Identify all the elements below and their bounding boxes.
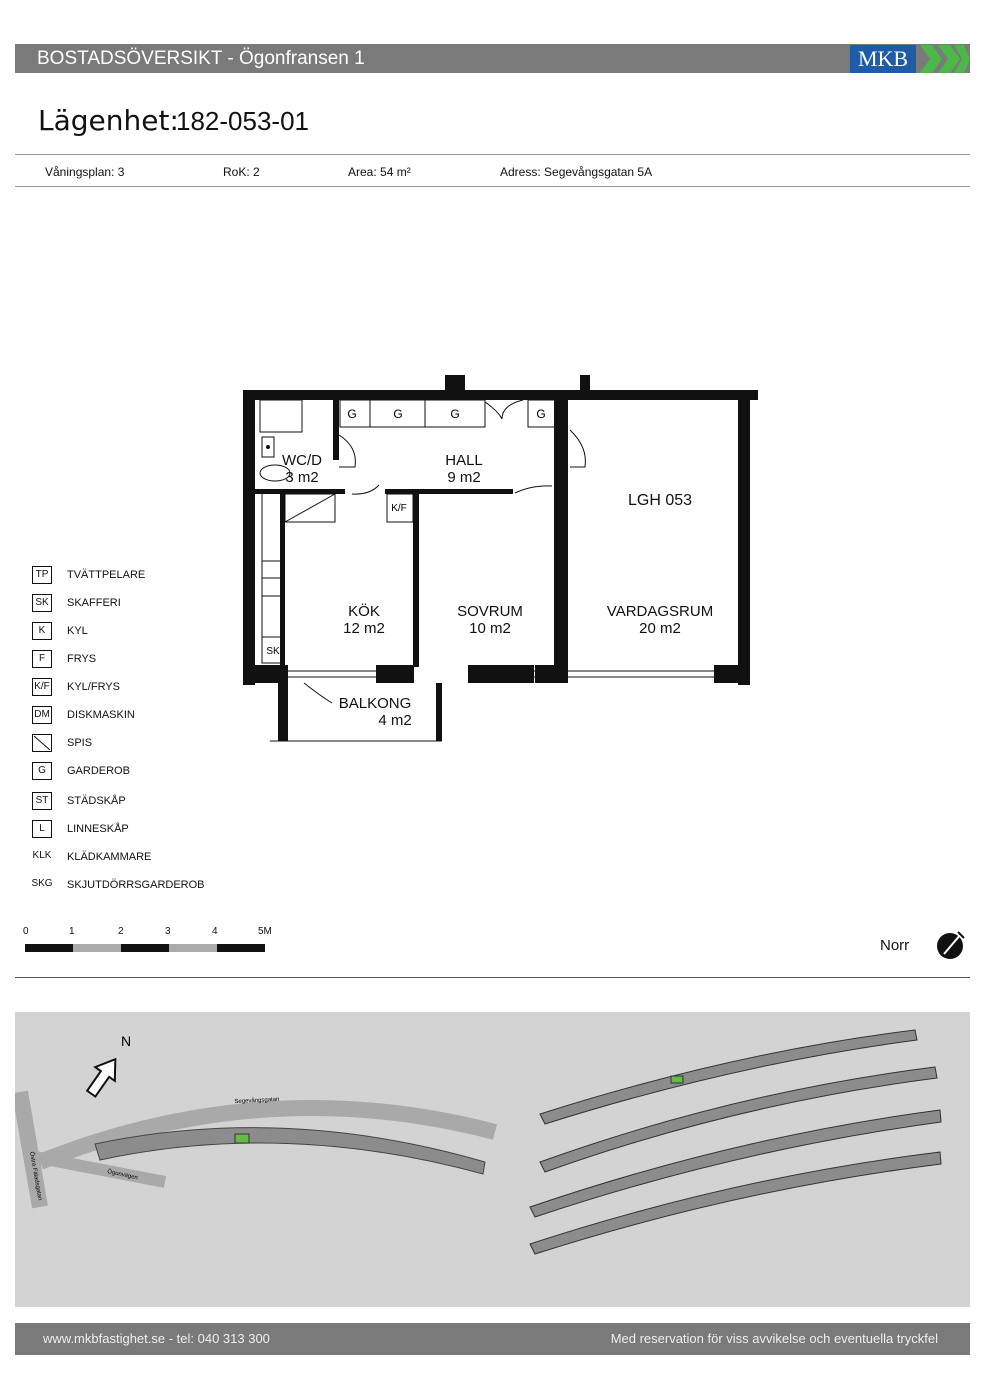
room-area: 20 m2: [639, 620, 681, 637]
scale-tick: 0: [23, 926, 29, 937]
legend-label: DISKMASKIN: [67, 709, 135, 721]
scale-tick: 2: [118, 926, 124, 937]
room-name: SOVRUM: [457, 603, 523, 620]
street-label: Ögonvägen: [106, 1169, 139, 1182]
legend-code: K: [32, 622, 52, 640]
apartment-label: Lägenhet:: [38, 104, 179, 137]
header-bar: [15, 44, 970, 73]
room-name: BALKONG: [338, 695, 412, 712]
legend-code: K/F: [32, 678, 52, 696]
scale-bar-graphic: [25, 942, 267, 954]
highlight-building: [235, 1134, 249, 1143]
room-name: HALL: [445, 452, 483, 469]
footer-contact: www.mkbfastighet.se - tel: 040 313 300: [43, 1331, 270, 1346]
legend-label: SKAFFERI: [67, 597, 121, 609]
legend-label: STÄDSKÅP: [67, 795, 126, 807]
compass-icon: [934, 930, 966, 962]
legend-label: KYL: [67, 625, 88, 637]
stove-icon: [32, 734, 52, 752]
room-kitchen: [320, 603, 408, 637]
legend-code: SKG: [31, 878, 53, 889]
site-map: [15, 1012, 970, 1307]
area-info: Area: 54 m²: [348, 165, 411, 179]
wardrobe-symbol: G: [393, 407, 403, 421]
room-area: 10 m2: [469, 620, 511, 637]
divider: [15, 154, 970, 155]
divider: [15, 186, 970, 187]
legend-code: G: [32, 762, 52, 780]
legend-code: F: [32, 650, 52, 668]
legend-label: FRYS: [67, 653, 97, 665]
page-title: BOSTADSÖVERSIKT - Ögonfransen 1: [37, 48, 365, 69]
street-label: Östra Fäladsgatan: [28, 1151, 43, 1201]
legend-label: GARDEROB: [67, 765, 130, 777]
legend-code: ST: [32, 792, 52, 810]
wardrobe-symbol: G: [536, 407, 546, 421]
scale-tick: 4: [212, 926, 218, 937]
room-area: 9 m2: [447, 469, 481, 486]
legend-code: KLK: [32, 850, 52, 861]
scale-tick: 5M: [258, 926, 272, 937]
footer-disclaimer: Med reservation för viss avvikelse och eventuella tryckfel: [610, 1331, 938, 1346]
rooms-info: RoK: 2: [223, 165, 260, 179]
footer-bar: [15, 1323, 970, 1355]
north-label: Norr: [880, 937, 910, 954]
pantry-symbol: SK: [266, 646, 280, 657]
street-label: Segevångsgatan: [234, 1096, 280, 1106]
legend-label: KLÄDKAMMARE: [67, 851, 152, 863]
wardrobe-symbol: G: [450, 407, 460, 421]
scale-tick: 3: [165, 926, 171, 937]
floor-plan: [240, 375, 760, 745]
site-map-drawing: [15, 1012, 970, 1307]
room-area: 12 m2: [343, 620, 385, 637]
room-balcony: [320, 695, 430, 729]
legend-label: KYL/FRYS: [67, 681, 120, 693]
room-area: 3 m2: [285, 469, 319, 486]
logo-text: MKB: [850, 45, 916, 73]
legend-code: L: [32, 820, 52, 838]
legend-label: SPIS: [67, 737, 93, 749]
wardrobe-symbol: G: [347, 407, 357, 421]
map-north-label: N: [120, 1033, 132, 1049]
room-hall: [420, 452, 508, 486]
legend-code: SK: [32, 594, 52, 612]
legend-code: DM: [32, 706, 52, 724]
floor-plan-drawing: [240, 375, 760, 745]
room-bedroom: [440, 603, 540, 637]
divider: [15, 977, 970, 978]
north-arrow-icon: [81, 1052, 125, 1100]
room-area: 4 m2: [378, 712, 412, 729]
legend-label: SKJUTDÖRRSGARDEROB: [67, 879, 205, 891]
room-wc: [268, 452, 336, 486]
logo-arrows-icon: [918, 44, 970, 74]
floor-info: Våningsplan: 3: [45, 165, 125, 179]
fridge-freezer-symbol: K/F: [391, 503, 407, 514]
room-name: WC/D: [282, 452, 322, 469]
apartment-number: 182-053-01: [176, 106, 309, 136]
address-info: Adress: Segevångsgatan 5A: [500, 165, 653, 179]
apartment-id: LGH 053: [627, 492, 693, 509]
room-living-room: [590, 603, 730, 637]
legend-code: TP: [32, 566, 52, 584]
mkb-logo: [850, 44, 970, 74]
legend-label: TVÄTTPELARE: [67, 569, 146, 581]
scale-tick: 1: [69, 926, 75, 937]
legend-label: LINNESKÅP: [67, 823, 129, 835]
room-name: VARDAGSRUM: [606, 603, 714, 620]
room-name: KÖK: [348, 603, 380, 620]
